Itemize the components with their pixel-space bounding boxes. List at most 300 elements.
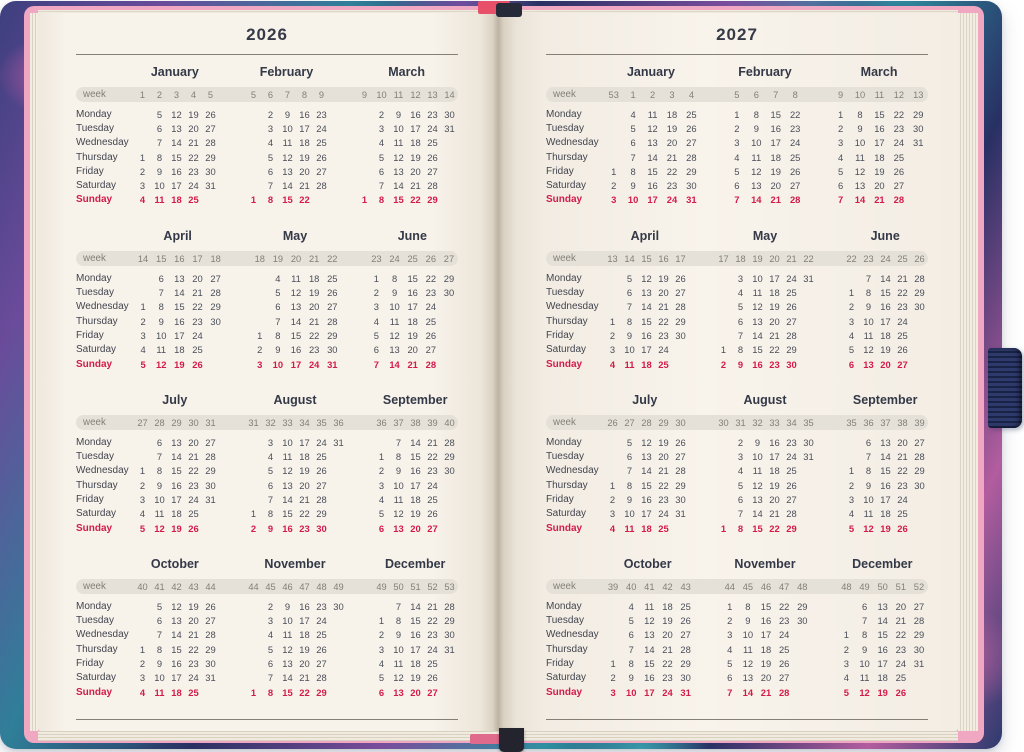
week-number: 35 bbox=[316, 417, 327, 428]
date-cell: 15 bbox=[407, 272, 418, 284]
date-cell: 19 bbox=[299, 643, 310, 655]
week-band bbox=[76, 579, 458, 594]
date-cell: 19 bbox=[770, 165, 781, 177]
date-cell bbox=[245, 615, 262, 626]
week-number: 15 bbox=[641, 253, 652, 264]
date-cell: 24 bbox=[316, 436, 327, 448]
date-cell: 14 bbox=[641, 301, 652, 313]
date-cell bbox=[604, 644, 622, 655]
date-cell: 14 bbox=[752, 329, 763, 341]
date-cell: 20 bbox=[188, 122, 199, 134]
date-cell: 18 bbox=[641, 358, 652, 370]
date-cell: 11 bbox=[863, 508, 874, 520]
date-cell: 10 bbox=[625, 686, 637, 698]
date-cell: 24 bbox=[895, 658, 907, 670]
week-number: 35 bbox=[846, 417, 857, 428]
week-number: 1 bbox=[630, 89, 636, 100]
date-cell: 6 bbox=[626, 451, 633, 463]
month-title: April bbox=[163, 229, 192, 244]
date-cell: 26 bbox=[686, 122, 697, 134]
date-cell: 16 bbox=[877, 643, 888, 655]
date-cell: 24 bbox=[188, 493, 199, 505]
date-cell: 5 bbox=[727, 658, 733, 670]
date-cell: 21 bbox=[770, 194, 781, 206]
week-numbers bbox=[831, 90, 928, 100]
date-cell: 6 bbox=[156, 122, 163, 134]
date-cell bbox=[715, 287, 732, 298]
date-cell: 20 bbox=[880, 358, 891, 370]
day-row bbox=[76, 464, 458, 478]
week-number: 5 bbox=[207, 89, 214, 100]
day-label: Friday bbox=[76, 658, 104, 670]
day-label: Tuesday bbox=[546, 122, 584, 134]
week-number: 13 bbox=[427, 89, 438, 100]
date-cell: 4 bbox=[275, 272, 281, 284]
week-number: 36 bbox=[863, 417, 874, 428]
month-names-row bbox=[76, 391, 458, 409]
week-number: 17 bbox=[192, 253, 203, 264]
month-names-row bbox=[76, 555, 458, 573]
dates bbox=[356, 152, 458, 163]
dates bbox=[721, 658, 812, 669]
date-cell: 11 bbox=[624, 522, 635, 534]
date-cell: 4 bbox=[848, 329, 855, 341]
date-cell: 25 bbox=[425, 315, 437, 327]
date-cell: 29 bbox=[327, 329, 338, 341]
date-cell: 29 bbox=[444, 615, 455, 627]
date-cell: 5 bbox=[267, 643, 274, 655]
date-cell: 20 bbox=[299, 479, 310, 491]
date-cell: 19 bbox=[658, 436, 669, 448]
date-cell bbox=[245, 601, 262, 612]
dates bbox=[843, 344, 928, 355]
date-cell: 20 bbox=[658, 451, 669, 463]
date-cell bbox=[800, 344, 817, 355]
date-cell: 6 bbox=[737, 315, 744, 327]
date-cell bbox=[330, 494, 347, 505]
date-cell bbox=[245, 494, 262, 505]
date-cell bbox=[245, 437, 262, 448]
date-cell: 16 bbox=[290, 344, 302, 356]
date-cell: 17 bbox=[877, 658, 888, 670]
date-cell bbox=[441, 672, 458, 683]
date-cell: 23 bbox=[895, 643, 907, 655]
date-cell: 6 bbox=[727, 672, 733, 684]
date-cell bbox=[800, 301, 817, 312]
date-cell: 7 bbox=[378, 180, 385, 192]
day-row bbox=[546, 507, 928, 521]
date-cell: 7 bbox=[626, 465, 633, 477]
week-number: 5 bbox=[250, 89, 257, 100]
date-cell: 18 bbox=[299, 137, 310, 149]
date-cell: 11 bbox=[291, 272, 301, 284]
date-cell: 30 bbox=[205, 165, 216, 177]
week-number: 26 bbox=[914, 253, 925, 264]
date-cell: 28 bbox=[444, 436, 455, 448]
date-cell: 13 bbox=[290, 301, 302, 313]
dates bbox=[356, 137, 458, 148]
date-cell: 16 bbox=[174, 315, 185, 327]
date-cell: 21 bbox=[658, 301, 669, 313]
title-divider bbox=[546, 54, 928, 55]
date-cell: 13 bbox=[752, 315, 763, 327]
week-number: 2 bbox=[156, 89, 163, 100]
date-cell: 12 bbox=[154, 522, 165, 534]
date-cell: 10 bbox=[272, 358, 284, 370]
date-cell: 9 bbox=[395, 465, 402, 477]
day-label: Monday bbox=[76, 272, 112, 284]
dates bbox=[604, 615, 695, 626]
date-cell: 16 bbox=[874, 122, 885, 134]
date-cell: 10 bbox=[154, 672, 165, 684]
day-label: Monday bbox=[546, 436, 582, 448]
date-cell bbox=[134, 437, 151, 448]
date-cell: 14 bbox=[282, 672, 293, 684]
date-cell: 24 bbox=[662, 686, 673, 698]
date-cell: 13 bbox=[752, 493, 763, 505]
date-cell bbox=[134, 137, 151, 148]
dates bbox=[843, 494, 928, 505]
date-cell: 10 bbox=[752, 451, 763, 463]
page-bottom-divider bbox=[546, 719, 928, 720]
date-cell bbox=[251, 316, 269, 327]
week-number: 24 bbox=[880, 253, 891, 264]
quarter bbox=[546, 391, 928, 535]
date-cell: 15 bbox=[880, 465, 891, 477]
week-numbers bbox=[134, 418, 219, 428]
week-number: 13 bbox=[913, 89, 924, 100]
week-band bbox=[76, 87, 458, 102]
week-number: 36 bbox=[376, 417, 387, 428]
date-cell: 20 bbox=[299, 658, 310, 670]
dates bbox=[134, 287, 225, 298]
dates bbox=[373, 658, 458, 669]
date-cell bbox=[356, 166, 373, 177]
date-cell: 27 bbox=[427, 165, 438, 177]
dates bbox=[245, 451, 347, 462]
week-number: 18 bbox=[210, 253, 221, 264]
date-cell: 25 bbox=[789, 151, 801, 163]
dates bbox=[604, 601, 695, 612]
month-title: October bbox=[150, 557, 199, 572]
day-label: Monday bbox=[546, 600, 582, 612]
date-cell: 12 bbox=[863, 522, 874, 534]
week-number: 33 bbox=[282, 417, 293, 428]
date-cell: 6 bbox=[275, 301, 281, 313]
month-title: April bbox=[630, 229, 660, 244]
date-cell: 29 bbox=[914, 287, 925, 299]
date-cell: 13 bbox=[171, 436, 182, 448]
week-number: 43 bbox=[680, 581, 691, 592]
date-cell: 15 bbox=[290, 329, 302, 341]
date-cell: 29 bbox=[914, 465, 925, 477]
date-cell bbox=[134, 273, 152, 284]
day-row bbox=[76, 492, 458, 506]
date-cell: 30 bbox=[786, 358, 797, 370]
date-cell: 24 bbox=[427, 479, 438, 491]
date-cell: 5 bbox=[737, 301, 744, 313]
day-row bbox=[76, 521, 458, 535]
date-cell: 24 bbox=[658, 508, 669, 520]
date-cell: 3 bbox=[140, 329, 146, 341]
date-cell: 11 bbox=[751, 151, 762, 163]
dates bbox=[245, 523, 347, 534]
date-cell: 17 bbox=[290, 358, 302, 370]
day-row bbox=[76, 107, 458, 121]
date-cell: 20 bbox=[188, 615, 199, 627]
date-cell: 2 bbox=[734, 122, 740, 134]
date-cell: 6 bbox=[378, 522, 385, 534]
date-cell: 10 bbox=[393, 479, 404, 491]
date-cell: 15 bbox=[647, 165, 658, 177]
date-cell: 19 bbox=[877, 686, 888, 698]
day-row bbox=[546, 449, 928, 463]
day-label: Sunday bbox=[546, 686, 583, 698]
date-cell bbox=[800, 359, 817, 370]
date-cell: 18 bbox=[171, 508, 182, 520]
date-cell: 7 bbox=[837, 194, 844, 206]
date-cell: 1 bbox=[378, 615, 385, 627]
week-numbers bbox=[373, 582, 458, 592]
day-label: Wednesday bbox=[546, 301, 599, 313]
date-cell: 21 bbox=[299, 672, 310, 684]
dates bbox=[356, 194, 458, 205]
month-title: May bbox=[282, 229, 308, 244]
day-row bbox=[546, 193, 928, 207]
date-cell bbox=[441, 194, 458, 205]
date-cell: 31 bbox=[205, 180, 216, 192]
day-row bbox=[76, 357, 458, 371]
week-number: 44 bbox=[248, 581, 259, 592]
date-cell: 2 bbox=[720, 358, 727, 370]
week-number: 12 bbox=[410, 89, 421, 100]
day-label: Tuesday bbox=[76, 122, 114, 134]
dates bbox=[367, 344, 458, 355]
date-cell bbox=[715, 330, 732, 341]
date-cell: 26 bbox=[427, 672, 438, 684]
week-number: 35 bbox=[803, 417, 814, 428]
dates bbox=[245, 180, 330, 191]
week-number: 8 bbox=[301, 89, 308, 100]
date-cell: 4 bbox=[727, 643, 733, 655]
date-cell: 30 bbox=[444, 465, 455, 477]
date-cell: 23 bbox=[316, 108, 327, 120]
date-cell: 18 bbox=[299, 451, 310, 463]
date-cell bbox=[330, 672, 347, 683]
date-cell: 20 bbox=[410, 686, 421, 698]
dates bbox=[831, 123, 928, 134]
date-cell: 6 bbox=[267, 165, 274, 177]
week-numbers bbox=[837, 582, 928, 592]
date-cell: 10 bbox=[751, 137, 762, 149]
month-title: November bbox=[264, 557, 326, 572]
week-number: 12 bbox=[893, 89, 904, 100]
date-cell: 9 bbox=[861, 643, 868, 655]
dates bbox=[134, 451, 219, 462]
date-cell: 11 bbox=[859, 672, 870, 684]
week-number: 29 bbox=[658, 417, 669, 428]
date-cell bbox=[441, 508, 458, 519]
date-cell: 9 bbox=[628, 672, 634, 684]
date-cell: 25 bbox=[680, 600, 691, 612]
date-cell: 22 bbox=[895, 629, 907, 641]
date-cell: 6 bbox=[156, 615, 163, 627]
date-cell: 9 bbox=[626, 329, 633, 341]
date-cell bbox=[604, 465, 621, 476]
date-cell bbox=[715, 316, 732, 327]
week-number: 19 bbox=[752, 253, 763, 264]
date-cell: 1 bbox=[609, 479, 616, 491]
date-cell: 17 bbox=[880, 315, 891, 327]
day-label: Saturday bbox=[546, 180, 587, 192]
date-cell: 19 bbox=[662, 615, 673, 627]
dates bbox=[245, 194, 330, 205]
date-cell: 9 bbox=[284, 600, 291, 612]
date-cell: 18 bbox=[769, 287, 780, 299]
date-cell: 26 bbox=[192, 358, 203, 370]
date-cell: 30 bbox=[675, 329, 686, 341]
date-cell: 1 bbox=[373, 272, 380, 284]
week-number: 18 bbox=[735, 253, 746, 264]
dates bbox=[604, 316, 689, 327]
dates bbox=[843, 330, 928, 341]
date-cell: 26 bbox=[893, 165, 905, 177]
date-cell: 1 bbox=[139, 465, 146, 477]
date-cell: 18 bbox=[874, 151, 885, 163]
day-row bbox=[546, 121, 928, 135]
dates bbox=[604, 672, 695, 683]
day-label: Monday bbox=[546, 108, 582, 120]
date-cell: 5 bbox=[267, 151, 274, 163]
date-cell: 29 bbox=[675, 479, 686, 491]
date-cell: 4 bbox=[737, 287, 744, 299]
date-cell: 12 bbox=[863, 344, 874, 356]
date-cell: 9 bbox=[630, 180, 636, 192]
date-cell: 8 bbox=[391, 272, 398, 284]
date-cell bbox=[793, 629, 811, 640]
date-cell bbox=[330, 480, 347, 491]
day-label: Thursday bbox=[76, 315, 118, 327]
date-cell bbox=[202, 194, 219, 205]
dates bbox=[843, 451, 928, 462]
date-cell: 8 bbox=[156, 465, 163, 477]
date-cell: 1 bbox=[848, 287, 855, 299]
week-number: 23 bbox=[371, 253, 382, 264]
date-cell: 17 bbox=[880, 493, 891, 505]
date-cell bbox=[356, 109, 373, 120]
date-cell bbox=[440, 301, 458, 312]
date-cell: 26 bbox=[789, 165, 801, 177]
date-cell: 12 bbox=[859, 686, 870, 698]
date-cell: 15 bbox=[282, 686, 293, 698]
date-cell: 1 bbox=[250, 194, 257, 206]
date-cell: 7 bbox=[156, 451, 163, 463]
date-cell: 31 bbox=[680, 686, 691, 698]
date-cell: 25 bbox=[686, 108, 697, 120]
date-cell: 14 bbox=[171, 629, 182, 641]
week-number: 29 bbox=[171, 417, 182, 428]
dates bbox=[134, 687, 219, 698]
date-cell: 16 bbox=[407, 287, 418, 299]
date-cell: 17 bbox=[410, 122, 421, 134]
date-cell: 1 bbox=[720, 344, 727, 356]
date-cell: 11 bbox=[624, 358, 635, 370]
day-row bbox=[76, 314, 458, 328]
date-cell: 8 bbox=[857, 108, 863, 120]
date-cell: 15 bbox=[410, 615, 421, 627]
date-cell: 27 bbox=[205, 436, 216, 448]
dates bbox=[367, 359, 458, 370]
date-cell: 18 bbox=[174, 344, 185, 356]
date-cell: 22 bbox=[427, 451, 438, 463]
date-cell: 14 bbox=[854, 194, 866, 206]
dates bbox=[245, 629, 347, 640]
dates bbox=[721, 644, 812, 655]
dates bbox=[721, 687, 812, 698]
date-cell bbox=[800, 508, 817, 519]
date-cell: 7 bbox=[628, 643, 634, 655]
week-numbers bbox=[373, 418, 458, 428]
dates bbox=[373, 465, 458, 476]
date-cell: 1 bbox=[720, 522, 727, 534]
date-cell: 16 bbox=[171, 165, 182, 177]
date-cell: 20 bbox=[192, 272, 203, 284]
date-cell: 8 bbox=[626, 315, 633, 327]
date-cell: 20 bbox=[407, 344, 418, 356]
date-cell: 10 bbox=[863, 315, 874, 327]
week-number: 4 bbox=[190, 89, 197, 100]
date-cell: 23 bbox=[299, 522, 310, 534]
date-cell bbox=[604, 123, 623, 134]
date-cell bbox=[672, 344, 689, 355]
day-label: Thursday bbox=[546, 643, 588, 655]
week-numbers bbox=[843, 418, 928, 428]
week-number: 15 bbox=[156, 253, 167, 264]
date-cell: 14 bbox=[282, 493, 293, 505]
month-title: December bbox=[384, 557, 446, 572]
date-cell bbox=[356, 152, 373, 163]
date-cell: 10 bbox=[282, 615, 293, 627]
week-number: 42 bbox=[662, 581, 673, 592]
week-number: 11 bbox=[393, 89, 404, 100]
date-cell: 31 bbox=[444, 643, 455, 655]
week-number: 48 bbox=[841, 581, 852, 592]
date-cell bbox=[911, 508, 928, 519]
date-cell: 7 bbox=[156, 629, 163, 641]
week-number: 34 bbox=[299, 417, 310, 428]
date-cell: 15 bbox=[410, 451, 421, 463]
month-title: June bbox=[397, 229, 427, 244]
date-cell: 21 bbox=[769, 508, 780, 520]
week-number: 41 bbox=[154, 581, 165, 592]
week-number: 37 bbox=[880, 417, 891, 428]
date-cell: 26 bbox=[316, 465, 327, 477]
date-cell: 2 bbox=[373, 287, 380, 299]
dates bbox=[356, 123, 458, 134]
date-cell: 18 bbox=[171, 194, 182, 206]
week-number: 40 bbox=[444, 417, 455, 428]
dates bbox=[367, 316, 458, 327]
week-number: 44 bbox=[724, 581, 735, 592]
dates bbox=[373, 508, 458, 519]
date-cell bbox=[715, 465, 732, 476]
date-cell: 16 bbox=[299, 600, 310, 612]
date-cell: 13 bbox=[877, 600, 888, 612]
date-cell: 6 bbox=[865, 436, 872, 448]
month-title: January bbox=[150, 65, 199, 79]
date-cell: 11 bbox=[156, 344, 167, 356]
date-cell: 28 bbox=[675, 465, 686, 477]
